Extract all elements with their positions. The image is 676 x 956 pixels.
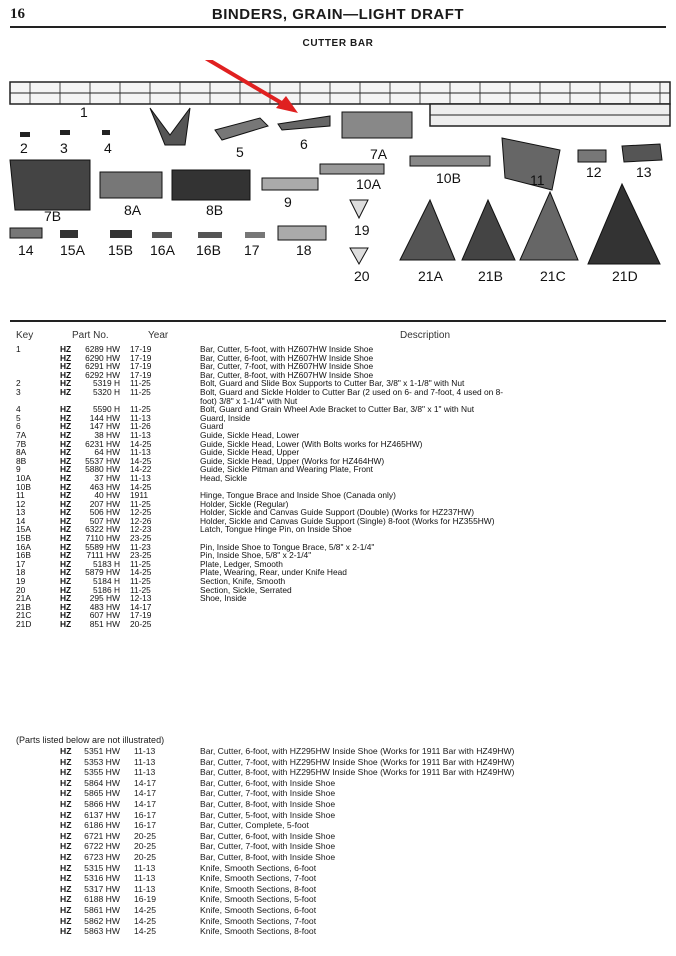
cell-num: 207 HW (89, 498, 120, 509)
cell-prefix: HZ (60, 515, 72, 526)
fig-label: 1 (80, 104, 88, 120)
cell-key: 13 (16, 507, 26, 518)
cell-key: 21B (16, 601, 31, 612)
cell-prefix: HZ (60, 926, 72, 937)
fig-label: 13 (636, 164, 652, 180)
cell-key: 6 (16, 421, 21, 432)
cell-prefix: HZ (60, 610, 72, 621)
fig-label: 4 (104, 140, 112, 156)
cell-key: 16B (16, 550, 31, 561)
cell-year: 17-19 (130, 361, 152, 372)
cell-key: 8B (16, 455, 27, 466)
cell-year: 20-25 (134, 841, 156, 852)
cell-prefix: HZ (60, 550, 72, 561)
cell-year: 11-13 (134, 862, 156, 873)
cell-desc: Hinge, Tongue Brace and Inside Shoe (Canada only) (200, 490, 396, 501)
cell-num: 5184 H (92, 576, 120, 587)
cell-desc: Bar, Cutter, 6-foot, with HZ295HW Inside Shoe (Works for 1911 Bar with HZ49HW) (200, 746, 515, 756)
cell-year: 11-25 (130, 558, 151, 569)
cell-year: 11-26 (130, 421, 151, 432)
cell-desc: Bar, Cutter, 6-foot, with Inside Shoe (200, 830, 336, 841)
cell-desc: Bolt, Guard and Sickle Holder to Cutter Bar (2 used on 6- and 7-foot, 4 used on 8- (200, 386, 504, 397)
cell-desc: Bar, Cutter, 7-foot, with Inside Shoe (200, 788, 336, 799)
cell-year: 11-13 (130, 429, 151, 440)
cell-num: 5865 HW (84, 788, 120, 799)
fig-label: 16B (196, 242, 221, 258)
cell-prefix: HZ (60, 455, 72, 466)
cell-prefix: HZ (60, 344, 72, 354)
cell-desc: Guard, Inside (200, 412, 251, 423)
cell-num: 38 HW (94, 429, 120, 440)
cell-num: 5316 HW (84, 873, 120, 884)
cell-num: 6723 HW (84, 851, 120, 862)
cell-num: 5589 HW (85, 541, 120, 552)
cell-year: 11-25 (130, 386, 151, 397)
fig-label: 12 (586, 164, 602, 180)
cell-year: 17-19 (130, 369, 152, 380)
table-row (14, 788, 669, 799)
cell-year: 23-25 (130, 533, 152, 544)
fig-label: 15B (108, 242, 133, 258)
cell-year: 14-17 (134, 798, 156, 809)
page-title: BINDERS, GRAIN—LIGHT DRAFT (211, 6, 465, 23)
table-row (14, 926, 669, 937)
cell-year: 20-25 (134, 851, 156, 862)
cell-prefix: HZ (60, 809, 72, 820)
cell-prefix: HZ (60, 830, 72, 841)
cell-num: 5866 HW (84, 798, 120, 809)
cell-num: 147 HW (89, 421, 120, 432)
cell-prefix: HZ (60, 894, 72, 905)
cell-year: 14-25 (130, 481, 152, 492)
page-number: 16 (10, 6, 25, 22)
col-header-part: Part No. (72, 330, 109, 341)
cell-prefix: HZ (60, 756, 72, 767)
fig-label: 21D (612, 268, 638, 284)
cell-desc: Guide, Sickle Head, Upper (200, 447, 300, 458)
fig-label: 10A (356, 176, 381, 192)
cell-prefix: HZ (60, 584, 72, 595)
cell-prefix: HZ (60, 904, 72, 915)
cell-num: 5863 HW (84, 926, 120, 937)
table-divider (10, 320, 666, 322)
cell-num: 607 HW (89, 610, 120, 621)
cell-prefix: HZ (60, 558, 72, 569)
cell-prefix: HZ (60, 438, 72, 449)
fig-label: 21B (478, 268, 503, 284)
cell-desc: Section, Sickle, Serrated (200, 584, 292, 595)
cell-desc: Bar, Cutter, 5-foot, with HZ607HW Inside Shoe (200, 344, 374, 354)
cell-num: 5537 HW (85, 455, 120, 466)
cell-year: 16-19 (134, 894, 156, 905)
cell-year: 23-25 (130, 550, 152, 561)
cell-key: 21A (16, 593, 31, 604)
cell-year: 11-13 (130, 412, 151, 423)
cell-year: 12-23 (130, 524, 152, 535)
cell-num: 5864 HW (84, 777, 120, 788)
cell-num: 6188 HW (84, 894, 120, 905)
cell-num: 5183 H (92, 558, 120, 569)
cell-year: 14-25 (130, 567, 152, 578)
cell-key: 7A (16, 429, 27, 440)
cell-year: 11-13 (130, 447, 151, 458)
cell-year: 11-13 (134, 883, 156, 894)
cell-prefix: HZ (60, 404, 72, 415)
cell-desc: Bar, Cutter, 7-foot, with HZ295HW Inside Shoe (Works for 1911 Bar with HZ49HW) (200, 756, 515, 767)
cell-desc: Bar, Cutter, 6-foot, with HZ607HW Inside Shoe (200, 352, 374, 363)
unillustrated-parts-table (14, 746, 669, 937)
cell-prefix: HZ (60, 798, 72, 809)
parts-table (14, 345, 669, 629)
cell-desc: Pin, Inside Shoe, 5/8" x 2-1/4" (200, 550, 312, 561)
cell-prefix: HZ (60, 619, 72, 629)
cell-num: 5590 H (92, 404, 120, 415)
cell-prefix: HZ (60, 412, 72, 423)
cell-key: 2 (16, 378, 21, 389)
cell-num: 507 HW (89, 515, 120, 526)
cell-num: 5880 HW (85, 464, 120, 475)
cell-desc: Holder, Sickle and Canvas Guide Support (Single) 8-foot (Works for HZ355HW) (200, 515, 495, 526)
cell-key: 8A (16, 447, 27, 458)
cell-desc: Bar, Cutter, 7-foot, with HZ607HW Inside Shoe (200, 361, 374, 372)
table-row (14, 746, 669, 757)
cell-num: 7111 HW (86, 550, 120, 561)
cell-key: 19 (16, 576, 26, 587)
cell-prefix: HZ (60, 447, 72, 458)
cell-prefix: HZ (60, 352, 72, 363)
cell-desc: Latch, Tongue Hinge Pin, on Inside Shoe (200, 524, 352, 535)
table-row (14, 873, 669, 884)
cell-desc: Bar, Cutter, 5-foot, with Inside Shoe (200, 809, 336, 820)
cell-prefix: HZ (60, 593, 72, 604)
cell-desc: Bar, Cutter, 8-foot, with HZ295HW Inside Shoe (Works for 1911 Bar with HZ49HW) (200, 767, 515, 778)
cell-prefix: HZ (60, 576, 72, 587)
cell-year: 11-13 (130, 472, 151, 483)
page-header (10, 4, 666, 28)
cell-key: 7B (16, 438, 27, 449)
cell-prefix: HZ (60, 472, 72, 483)
cell-prefix: HZ (60, 767, 72, 778)
col-header-year: Year (148, 330, 169, 341)
fig-label: 19 (354, 222, 370, 238)
cell-prefix: HZ (60, 873, 72, 884)
cell-num: 6721 HW (84, 830, 120, 841)
cell-key: 21D (16, 619, 32, 629)
cell-prefix: HZ (60, 541, 72, 552)
cell-prefix: HZ (60, 533, 72, 544)
cell-num: 5315 HW (84, 862, 120, 873)
fig-label: 7B (44, 208, 62, 224)
cell-desc: Knife, Smooth Sections, 8-foot (200, 926, 317, 937)
table-row (14, 778, 669, 789)
cell-num: 5186 H (92, 584, 120, 595)
cell-desc: Bar, Cutter, Complete, 5-foot (200, 820, 309, 831)
cell-key: 1 (16, 344, 21, 354)
cell-desc: Guide, Sickle Pitman and Wearing Plate, Front (200, 464, 374, 475)
cell-num: 6289 HW (85, 344, 120, 354)
cell-desc: Knife, Smooth Sections, 7-foot (200, 915, 317, 926)
cell-desc: Guard (200, 421, 224, 432)
cell-key: 10B (16, 481, 31, 492)
cell-num: 40 HW (94, 490, 120, 501)
cell-num: 6722 HW (84, 841, 120, 852)
cell-desc: Holder, Sickle (Regular) (200, 498, 289, 509)
cell-num: 5862 HW (84, 915, 120, 926)
cell-desc: Guide, Sickle Head, Lower (200, 429, 300, 440)
cell-year: 11-25 (130, 378, 151, 389)
cell-desc: Bar, Cutter, 8-foot, with HZ607HW Inside Shoe (200, 369, 374, 380)
cell-desc: Pin, Inside Shoe to Tongue Brace, 5/8" x 2-1/4" (200, 541, 375, 552)
section-title: CUTTER BAR (302, 38, 374, 49)
table-row (14, 799, 669, 810)
figure-labels (0, 60, 676, 325)
cell-desc: Knife, Smooth Sections, 5-foot (200, 894, 317, 905)
cell-desc: Section, Knife, Smooth (200, 576, 286, 587)
fig-label: 8A (124, 202, 142, 218)
cell-year: 17-19 (130, 344, 152, 354)
cell-prefix: HZ (60, 369, 72, 380)
cell-prefix: HZ (60, 507, 72, 518)
cell-num: 7110 HW (85, 533, 120, 544)
cell-key: 11 (16, 490, 25, 501)
cell-desc: Plate, Wearing, Rear, under Knife Head (200, 567, 347, 578)
table-row (14, 852, 669, 863)
cell-year: 14-17 (130, 601, 152, 612)
cell-year: 11-13 (134, 767, 156, 778)
table-row (14, 841, 669, 852)
cell-key: 18 (16, 567, 26, 578)
cell-num: 5319 H (92, 378, 120, 389)
cell-num: 6290 HW (85, 352, 120, 363)
cell-desc: Knife, Smooth Sections, 8-foot (200, 883, 317, 894)
cell-year: 14-25 (130, 438, 152, 449)
cell-key: 12 (16, 498, 26, 509)
table-row (14, 820, 669, 831)
fig-label: 21C (540, 268, 566, 284)
cell-year: 11-23 (130, 541, 151, 552)
cell-year: 12-26 (130, 515, 152, 526)
cell-prefix: HZ (60, 851, 72, 862)
fig-label: 20 (354, 268, 370, 284)
cell-num: 6137 HW (84, 809, 120, 820)
cell-desc: Bar, Cutter, 8-foot, with Inside Shoe (200, 798, 336, 809)
cell-num: 506 HW (89, 507, 120, 518)
cell-year: 14-17 (134, 788, 156, 799)
cell-key: 14 (16, 515, 26, 526)
fig-label: 10B (436, 170, 461, 186)
cell-key: 9 (16, 464, 21, 475)
cell-year: 20-25 (130, 619, 152, 629)
cell-key: 15A (16, 524, 31, 535)
cell-year: 12-25 (130, 507, 152, 518)
cell-year: 14-25 (130, 455, 152, 466)
cell-desc: Plate, Ledger, Smooth (200, 558, 283, 569)
cell-year: 17-19 (130, 352, 152, 363)
cell-year: 14-17 (134, 777, 156, 788)
cell-prefix: HZ (60, 464, 72, 475)
cell-year: 11-25 (130, 576, 151, 587)
cell-num: 5355 HW (84, 767, 120, 778)
cell-year: 14-22 (130, 464, 152, 475)
table-row (14, 894, 669, 905)
cell-prefix: HZ (60, 601, 72, 612)
cell-year: 11-25 (130, 404, 151, 415)
cell-key: 5 (16, 412, 21, 423)
cell-year: 14-25 (134, 904, 156, 915)
cell-key: 21C (16, 610, 32, 621)
fig-label: 11 (530, 172, 545, 188)
cell-num: 5353 HW (84, 756, 120, 767)
cell-prefix: HZ (60, 361, 72, 372)
cell-year: 16-17 (134, 820, 156, 831)
cell-year: 1911 (130, 490, 149, 501)
cell-prefix: HZ (60, 777, 72, 788)
cell-year: 17-19 (130, 610, 152, 621)
cell-desc: Shoe, Inside (200, 593, 247, 604)
table-row (14, 810, 669, 821)
cell-num: 483 HW (89, 601, 120, 612)
cell-prefix: HZ (60, 386, 72, 397)
cell-prefix: HZ (60, 567, 72, 578)
col-header-key: Key (16, 330, 34, 341)
cell-num: 6186 HW (84, 820, 120, 831)
fig-label: 2 (20, 140, 28, 156)
cell-year: 14-25 (134, 915, 156, 926)
table-row (14, 863, 669, 874)
table-row (14, 388, 669, 397)
cell-prefix: HZ (60, 883, 72, 894)
cell-year: 14-25 (134, 926, 156, 937)
cell-key: 20 (16, 584, 26, 595)
cell-num: 6231 HW (85, 438, 120, 449)
cell-year: 11-13 (134, 746, 156, 756)
fig-label: 6 (300, 136, 308, 152)
fig-label: 7A (370, 146, 388, 162)
cell-key: 4 (16, 404, 21, 415)
fig-label: 5 (236, 144, 244, 160)
cell-year: 11-13 (134, 873, 156, 884)
cell-prefix: HZ (60, 429, 72, 440)
cell-prefix: HZ (60, 378, 72, 389)
cell-prefix: HZ (60, 524, 72, 535)
cell-key: 16A (16, 541, 31, 552)
fig-label: 9 (284, 194, 292, 210)
cell-num: 6291 HW (85, 361, 120, 372)
cell-prefix: HZ (60, 421, 72, 432)
cell-num: 5861 HW (84, 904, 120, 915)
cell-prefix: HZ (60, 481, 72, 492)
cell-prefix: HZ (60, 746, 72, 756)
cell-desc: Bolt, Guard and Grain Wheel Axle Bracket to Cutter Bar, 3/8" x 1" with Nut (200, 404, 475, 415)
cell-num: 64 HW (94, 447, 120, 458)
cell-year: 16-17 (134, 809, 156, 820)
cell-desc: Guide, Sickle Head, Upper (Works for HZ464HW) (200, 455, 385, 466)
cell-num: 6292 HW (85, 369, 120, 380)
not-illustrated-note: (Parts listed below are not illustrated) (16, 735, 165, 745)
fig-label: 3 (60, 140, 68, 156)
cell-desc: Holder, Sickle and Canvas Guide Support (Double) (Works for HZ237HW) (200, 507, 475, 518)
cell-prefix: HZ (60, 820, 72, 831)
cell-key: 15B (16, 533, 31, 544)
cell-num: 5351 HW (84, 746, 120, 756)
cell-prefix: HZ (60, 841, 72, 852)
cell-year: 20-25 (134, 830, 156, 841)
table-row (14, 831, 669, 842)
cell-prefix: HZ (60, 490, 72, 501)
fig-label: 18 (296, 242, 312, 258)
cell-num: 851 HW (89, 619, 120, 629)
cell-num: 5879 HW (85, 567, 120, 578)
cell-num: 6322 HW (85, 524, 120, 535)
table-row (14, 767, 669, 778)
cell-num: 37 HW (94, 472, 120, 483)
table-row (14, 884, 669, 895)
table-row (14, 620, 669, 629)
cell-year: 11-25 (130, 498, 151, 509)
cell-prefix: HZ (60, 915, 72, 926)
cell-num: 463 HW (89, 481, 120, 492)
col-header-description: Description (400, 330, 451, 341)
fig-label: 16A (150, 242, 175, 258)
table-row (14, 916, 669, 927)
cell-num: 295 HW (89, 593, 120, 604)
cell-key: 3 (16, 386, 21, 397)
cell-desc: Bolt, Guard and Slide Box Supports to Cutter Bar, 3/8" x 1-1/8" with Nut (200, 378, 465, 389)
cell-num: 5320 H (92, 386, 120, 397)
cell-desc: Head, Sickle (200, 472, 248, 483)
cell-desc: Guide, Sickle Head, Lower (With Bolts works for HZ465HW) (200, 438, 423, 449)
fig-label: 8B (206, 202, 224, 218)
cell-prefix: HZ (60, 862, 72, 873)
fig-label: 17 (244, 242, 260, 258)
table-row (14, 905, 669, 916)
cell-year: 11-25 (130, 584, 151, 595)
cell-year: 12-13 (130, 593, 152, 604)
fig-label: 15A (60, 242, 85, 258)
fig-label: 21A (418, 268, 443, 284)
cell-prefix: HZ (60, 498, 72, 509)
cell-desc: Knife, Smooth Sections, 6-foot (200, 904, 317, 915)
cell-desc: foot) 3/8" x 1-1/4" with Nut (200, 395, 298, 406)
cell-num: 144 HW (89, 412, 120, 423)
cell-num: 5317 HW (84, 883, 120, 894)
cell-desc: Knife, Smooth Sections, 7-foot (200, 873, 317, 884)
cell-year: 11-13 (134, 756, 156, 767)
cell-desc: Bar, Cutter, 8-foot, with Inside Shoe (200, 851, 336, 862)
cell-desc: Bar, Cutter, 7-foot, with Inside Shoe (200, 841, 336, 852)
cell-desc: Bar, Cutter, 6-foot, with Inside Shoe (200, 777, 336, 788)
cell-prefix: HZ (60, 788, 72, 799)
fig-label: 14 (18, 242, 34, 258)
cell-key: 17 (16, 558, 26, 569)
table-row (14, 757, 669, 768)
cell-desc: Knife, Smooth Sections, 6-foot (200, 862, 317, 873)
cell-key: 10A (16, 472, 31, 483)
